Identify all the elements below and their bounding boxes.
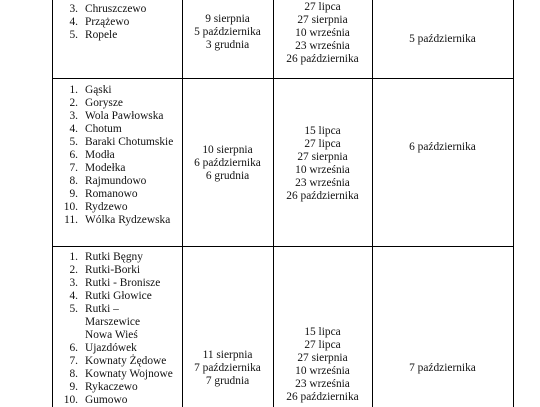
collection-date-c: 6 października — [409, 141, 476, 153]
schedule-table: 3. Chruszczewo 4. Przążewo 5. Ropele 9 sierpnia 5 października 3 grudnia 27 lipca 27 sierpnia 10 września 23 września 26 października 5 października 1. Gąski 2. Gorysze 3. Wola Pawłowska 4. Chotum 5. Baraki Chotumskie 6. Modła 7. Modełka 8. Rajmundowo 9. Romanowo 10. Rydzewo 11. Wólka Rydzewska 10 sierpnia 6 października 6 grudnia 15 lipca 27 lipca 27 sierpnia 10 września 23 września 26 października 6 października 1. Rutki Bęgny 2. Rutki-Borki 3. Rutki - Bronisze 4. Rutki Głowice 5. Rutki – Marszewice Nowa Wieś 6. Ujazdówek 7. Kownaty Żędowe 8. Kownaty Wojnowe 9. Rykaczewo 10. Gumowo 11 sierpnia 7 października 7 grudnia 15 lipca 27 lipca 27 sierpnia 10 września 23 września 26 października 7 października — [0, 0, 540, 407]
collection-date-c: 7 października — [409, 362, 476, 374]
collection-dates-b: 15 lipca 27 lipca 27 sierpnia 10 września 23 września 26 października — [286, 326, 359, 403]
column-divider — [372, 0, 373, 407]
collection-dates-a: 10 sierpnia 6 października 6 grudnia — [194, 144, 261, 182]
column-divider — [182, 0, 183, 407]
collection-dates-a: 9 sierpnia 5 października 3 grudnia — [194, 13, 261, 51]
collection-dates-b: 27 lipca 27 sierpnia 10 września 23 września 26 października — [286, 1, 359, 65]
row-divider — [52, 78, 514, 79]
collection-dates-a: 11 sierpnia 7 października 7 grudnia — [194, 349, 261, 387]
collection-dates-b: 15 lipca 27 lipca 27 sierpnia 10 września 23 września 26 października — [286, 125, 359, 202]
table-border-right — [513, 0, 514, 407]
collection-date-c: 5 października — [409, 33, 476, 45]
row-divider — [52, 246, 514, 247]
